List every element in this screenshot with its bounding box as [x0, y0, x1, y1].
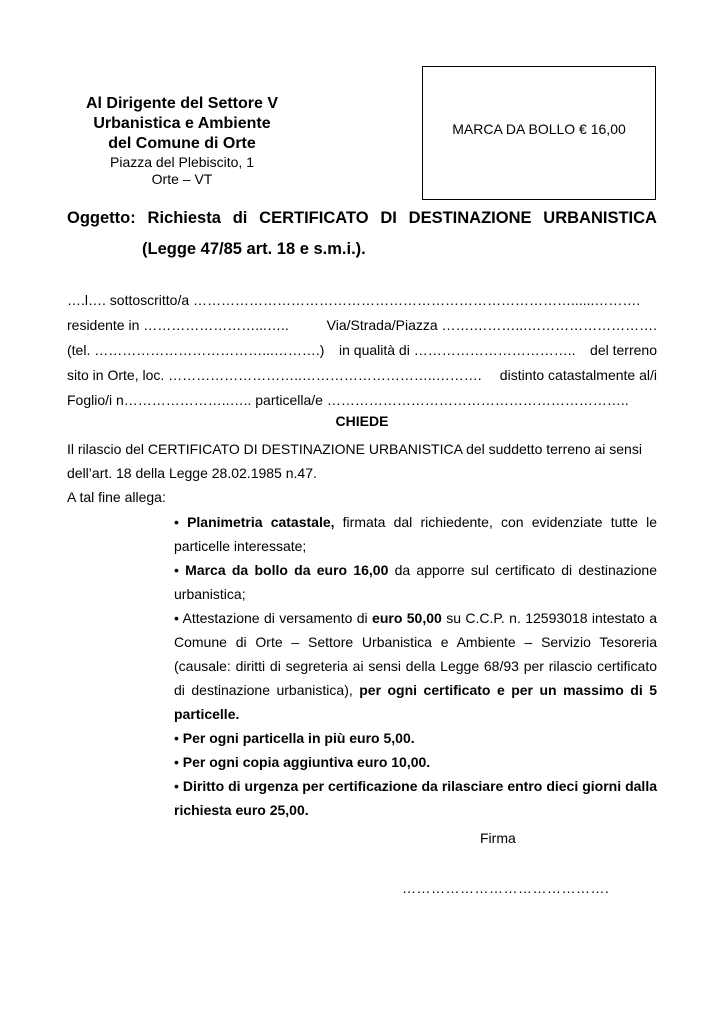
subject-word: DI: [380, 209, 397, 227]
attachment-item: • Per ogni copia aggiuntiva euro 10,00.: [174, 754, 431, 770]
signature-line: …………………………………….: [402, 880, 610, 896]
attachment-item: • Per ogni particella in più euro 5,00.: [174, 730, 415, 746]
form-field-residence: residente in ……………………...…..: [67, 317, 289, 333]
subject-word: Richiesta: [147, 209, 221, 227]
subject-word: Oggetto:: [67, 209, 136, 227]
subject-word: DESTINAZIONE: [408, 209, 532, 227]
subject-word: di: [232, 209, 248, 227]
attachment-item: • Planimetria catastale, firmata dal richiedente, con evidenziate tutte le particelle interessate;: [174, 514, 657, 554]
form-text-cadastral: distinto catastalmente al/i: [499, 367, 657, 383]
attachment-item: • Attestazione di versamento di euro 50,00 su C.C.P. n. 12593018 intestato a Comune di Orte – Settore Urbanistica e Ambiente – Servizio Tesoreria (causale: diritti di segreteria ai sensi della Legge 68/93 per rilascio certificato di destinazione urbanistica), per ogni certificato e per un massimo di 5 particelle.: [174, 610, 657, 722]
form-line-undersigned: ….l…. sottoscritto/a ………………………………………………………………………......……….: [67, 292, 641, 308]
form-line-location: [67, 363, 657, 387]
form-field-location: sito in Orte, loc. ………………………..………………………..……….: [67, 367, 482, 383]
attachment-item: • Marca da bollo da euro 16,00 da apporre sul certificato di destinazione urbanistica;: [174, 562, 657, 602]
addressee-city: Orte – VT: [151, 171, 213, 187]
addressee-line-2: Urbanistica e Ambiente: [93, 115, 271, 132]
revenue-stamp-box: [422, 66, 656, 200]
subject-line-1: [67, 209, 657, 228]
form-line-parcel: Foglio/i n…………………..….. particella/e ………………………………………………………..: [67, 392, 629, 408]
signature-label: Firma: [480, 830, 516, 846]
body-attach-intro: A tal fine allega:: [67, 489, 166, 505]
form-field-phone: (tel. ………………………………...……….): [67, 342, 325, 358]
addressee-block: [62, 94, 302, 188]
form-line-phone: [67, 338, 657, 362]
subject-word: URBANISTICA: [543, 209, 657, 227]
form-line-residence: [67, 313, 657, 337]
attachments-list: [174, 510, 657, 822]
subject-heading: [67, 209, 657, 259]
body-request-line-1: Il rilascio del CERTIFICATO DI DESTINAZIONE URBANISTICA del suddetto terreno ai sensi: [67, 441, 642, 457]
addressee-address: Piazza del Plebiscito, 1: [110, 154, 254, 170]
form-field-quality: in qualità di ……………………………..: [339, 342, 576, 358]
subject-word: CERTIFICATO: [259, 209, 369, 227]
chiede-heading: CHIEDE: [335, 413, 389, 429]
form-field-street: Via/Strada/Piazza …….………...……………………….: [326, 317, 657, 333]
attachment-item: • Diritto di urgenza per certificazione da rilasciare entro dieci giorni dalla richiesta euro 25,00.: [174, 778, 657, 818]
form-text-terrain: del terreno: [590, 342, 657, 358]
addressee-line-1: Al Dirigente del Settore V: [85, 95, 279, 112]
subject-line-2: (Legge 47/85 art. 18 e s.m.i.).: [142, 240, 366, 258]
addressee-line-3: del Comune di Orte: [108, 135, 256, 152]
revenue-stamp-label: MARCA DA BOLLO € 16,00: [452, 121, 626, 137]
body-request-line-2: dell’art. 18 della Legge 28.02.1985 n.47.: [67, 465, 317, 481]
